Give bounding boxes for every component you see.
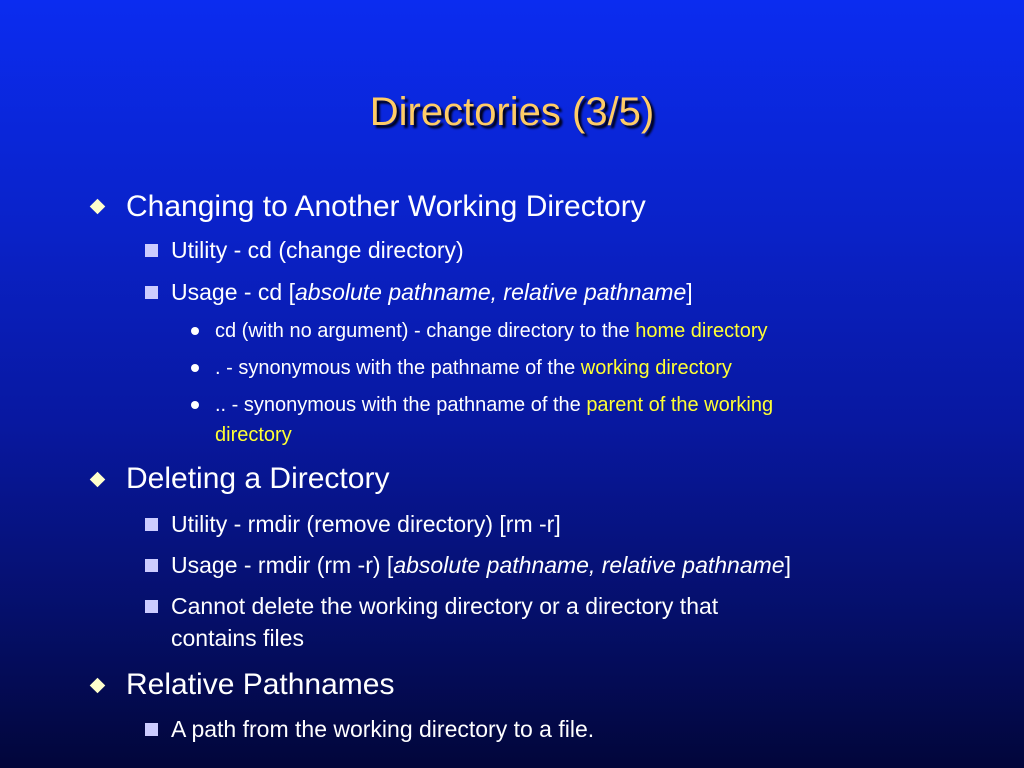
rmdir-note-line1: Cannot delete the working directory or a directory that (171, 593, 719, 619)
diamond-bullet-icon (90, 678, 106, 694)
working-directory-highlight: working directory (580, 357, 732, 379)
slide-title: Directories (3/5) (369, 90, 655, 134)
cd-usage-args: absolute pathname, relative pathname (295, 279, 687, 305)
section-heading-changing-directory: Changing to Another Working Directory (126, 190, 646, 223)
diamond-bullet-icon (90, 472, 106, 488)
rmdir-note-line2: contains files (171, 625, 304, 651)
cd-note-home (215, 316, 768, 346)
square-bullet-icon (145, 244, 158, 257)
home-directory-highlight: home directory (635, 320, 768, 342)
cd-note-dotdot-text: .. - synonymous with the pathname of the (215, 394, 587, 416)
round-bullet-icon (191, 364, 199, 372)
parent-directory-highlight-continued: directory (215, 424, 292, 446)
square-bullet-icon (145, 286, 158, 299)
round-bullet-icon (191, 401, 199, 409)
cd-note-dot (215, 353, 732, 383)
cd-usage-suffix: ] (686, 279, 693, 305)
section-heading-relative-pathnames: Relative Pathnames (126, 668, 395, 701)
cd-note-dot-text: . - synonymous with the pathname of the (215, 357, 581, 379)
diamond-bullet-icon (90, 199, 106, 215)
rmdir-usage-args: absolute pathname, relative pathname (393, 552, 785, 578)
cd-usage-prefix: Usage - cd [ (171, 279, 295, 305)
rmdir-utility-text: Utility - rmdir (remove directory) [rm -r] (171, 511, 561, 537)
square-bullet-icon (145, 600, 158, 613)
round-bullet-icon (191, 327, 199, 335)
cd-note-home-text: cd (with no argument) - change directory to the (215, 320, 636, 342)
rmdir-usage-suffix: ] (784, 552, 791, 578)
cd-note-dotdot (215, 390, 773, 420)
cd-utility-text: Utility - cd (change directory) (171, 237, 464, 263)
cd-usage-text (171, 276, 693, 308)
square-bullet-icon (145, 723, 158, 736)
square-bullet-icon (145, 559, 158, 572)
relative-pathname-definition: A path from the working directory to a file. (171, 716, 595, 742)
rmdir-usage-prefix: Usage - rmdir (rm -r) [ (171, 552, 394, 578)
section-heading-deleting-directory: Deleting a Directory (126, 462, 390, 495)
rmdir-usage-text (171, 549, 791, 581)
parent-directory-highlight: parent of the working (586, 394, 774, 416)
square-bullet-icon (145, 518, 158, 531)
